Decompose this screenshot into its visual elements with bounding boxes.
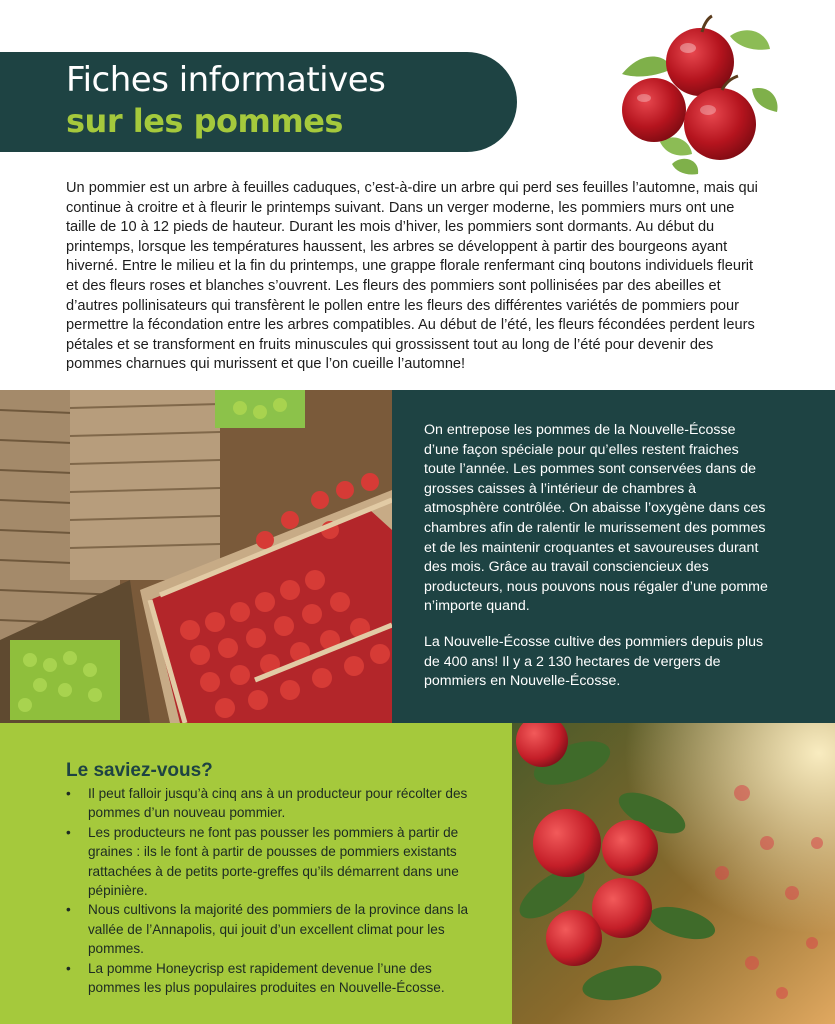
history-paragraph: La Nouvelle-Écosse cultive des pommiers depuis plus de 400 ans! Il y a 2 130 hectares de vergers de pommiers en Nouvelle-Écosse.: [424, 634, 764, 690]
list-item: • Nous cultivons la majorité des pommiers de la province dans la vallée de l’Annapolis, qui jouit d’un excellent climat pour les pommes.: [66, 902, 469, 957]
bullet-icon: •: [66, 960, 71, 976]
list-item: • Les producteurs ne font pas pousser les pommiers à partir de graines : ils le font à partir de pousses de pommiers existants rattachées à de petits porte-greffes qu’ils démarrent dans une pépinière.: [66, 824, 459, 899]
storage-panel: [392, 390, 835, 723]
orchard-photo: [512, 723, 835, 1024]
list-item: • Il peut falloir jusqu’à cinq ans à un producteur pour récolter des pommes d’un nouveau pommier.: [66, 786, 468, 821]
facts-heading: Le saviez-vous?: [66, 760, 213, 781]
bullet-icon: •: [66, 824, 71, 840]
page-title: Fiches informatives: [66, 60, 386, 100]
apple-crates-photo: [0, 390, 392, 723]
bullet-icon: •: [66, 902, 71, 918]
list-item: • La pomme Honeycrisp est rapidement devenue l’une des pommes les plus populaires produites en Nouvelle-Écosse.: [66, 960, 445, 996]
intro-paragraph: Un pommier est un arbre à feuilles caduques, c’est-à-dire un arbre qui perd ses feuilles l’automne, mais qui continue à croitre et à fleurir le printemps suivant. Dans un verger moderne, les pommiers murs ont une taille de 10 à 12 pieds de hauteur. Durant les mois d’hiver, les pommiers sont dormants. Au début du printemps, lorsque les températures haussent, les arbres se développent à partir des bourgeons ayant hiverné. Entre le milieu et la fin du printemps, une grappe florale renfermant cinq boutons individuels fleurit et des fleurs roses et blanches s’ouvrent. Les fleurs des pommiers sont pollinisées par des abeilles et d’autres pollinisateurs qui transfèrent le pollen entre les fleurs des différentes variétés de pommiers pour permettre la fécondation entre les arbres compatibles. Au début de l’été, les fleurs fécondées perdent leurs pétales et se transforment en fruits minuscules qui grossissent tout au long de l’été pour devenir des pommes charnues qui murissent et que l’on cueille l’automne!: [66, 180, 758, 373]
facts-panel: [0, 723, 512, 1024]
apples-illustration: [612, 14, 782, 184]
facts-list: [66, 784, 486, 997]
page-subtitle: sur les pommes: [66, 102, 343, 140]
bullet-icon: •: [66, 786, 71, 801]
storage-paragraph: On entrepose les pommes de la Nouvelle-Écosse d’une façon spéciale pour qu’elles restent fraiches toute l’année. Les pommes sont conservées dans de grosses caisses à l’intérieur de chambres à atmosphère contrôlée. On abaisse l’oxygène dans ces chambres afin de ralentir le murissement des pommes et de les maintenir croquantes et savoureuses durant des mois. Grâce au travail consciencieux des producteurs, nous pouvons nous régaler d’une pomme n’importe quand.: [424, 422, 768, 615]
